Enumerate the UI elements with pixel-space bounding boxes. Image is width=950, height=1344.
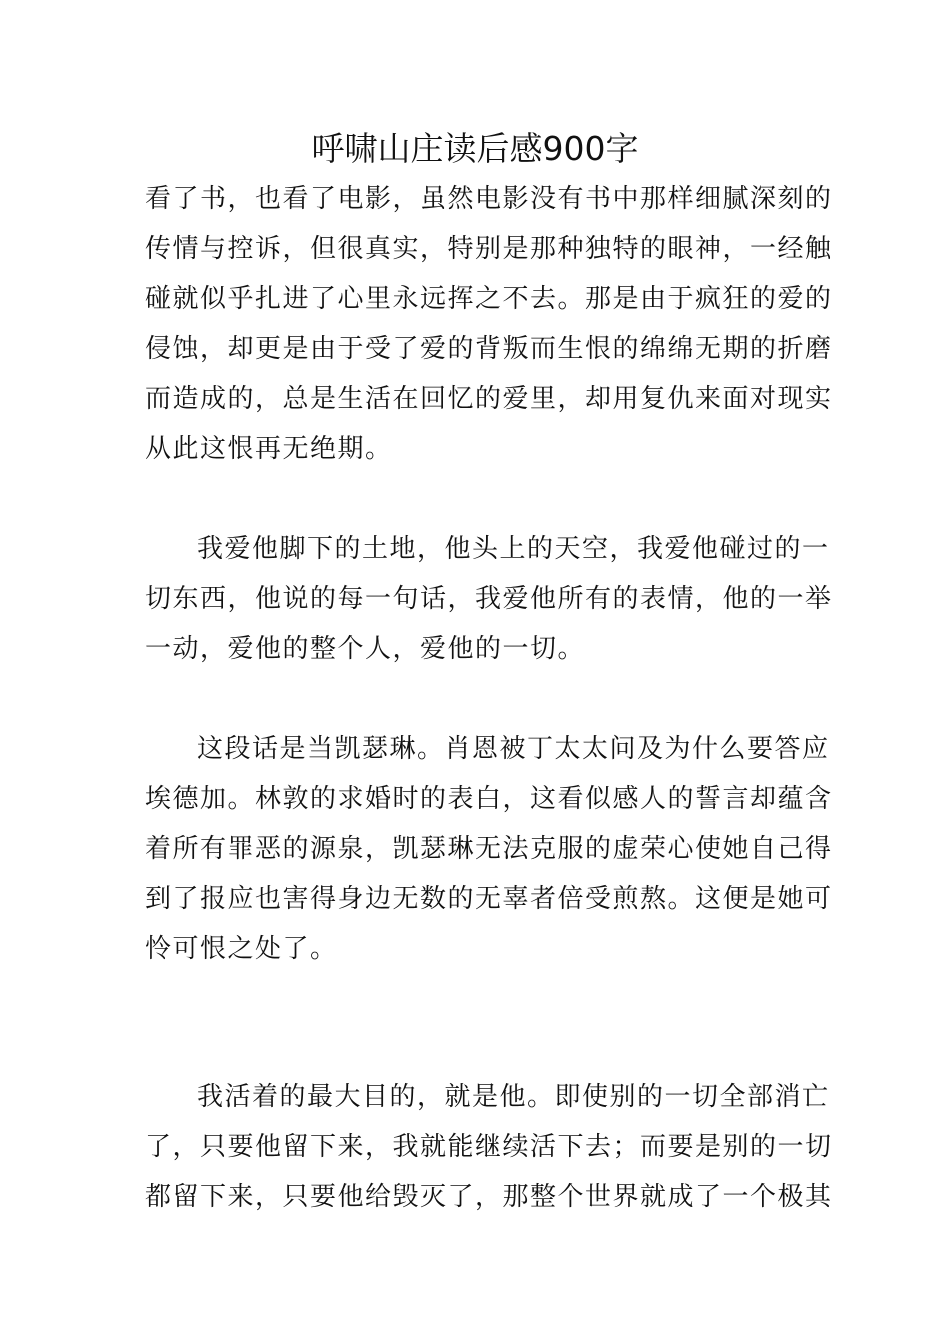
paragraph-1-line-5: 而造成的，总是生活在回忆的爱里，却用复仇来面对现实 (145, 384, 833, 414)
paragraph-4-line-2: 了，只要他留下来，我就能继续活下去；而要是别的一切 (145, 1132, 833, 1162)
paragraph-3-line-3: 着所有罪恶的源泉，凯瑟琳无法克服的虚荣心使她自己得 (145, 834, 833, 864)
paragraph-2-line-3: 一动，爱他的整个人，爱他的一切。 (145, 634, 586, 664)
paragraph-3-line-1: 这段话是当凯瑟琳。肖恩被丁太太问及为什么要答应 (197, 734, 830, 764)
paragraph-2-line-2: 切东西，他说的每一句话，我爱他所有的表情，他的一举 (145, 584, 833, 614)
paragraph-4-line-3: 都留下来，只要他给毁灭了，那整个世界就成了一个极其 (145, 1182, 833, 1212)
paragraph-4-line-1: 我活着的最大目的，就是他。即使别的一切全部消亡 (197, 1082, 830, 1112)
paragraph-1-line-1: 看了书，也看了电影，虽然电影没有书中那样细腻深刻的 (145, 184, 833, 214)
paragraph-1-line-6: 从此这恨再无绝期。 (145, 434, 393, 464)
paragraph-3-line-4: 到了报应也害得身边无数的无辜者倍受煎熬。这便是她可 (145, 884, 833, 914)
paragraph-1-line-2: 传情与控诉，但很真实，特别是那种独特的眼神，一经触 (145, 234, 833, 264)
paragraph-3-line-2: 埃德加。林敦的求婚时的表白，这看似感人的誓言却蕴含 (145, 784, 833, 814)
paragraph-1-line-3: 碰就似乎扎进了心里永远挥之不去。那是由于疯狂的爱的 (145, 284, 833, 314)
document-title: 呼啸山庄读后感900字 (311, 129, 639, 168)
paragraph-2-line-1: 我爱他脚下的土地，他头上的天空，我爱他碰过的一 (197, 534, 830, 564)
paragraph-3-line-5: 怜可恨之处了。 (145, 934, 338, 964)
paragraph-1-line-4: 侵蚀，却更是由于受了爱的背叛而生恨的绵绵无期的折磨 (145, 334, 833, 364)
